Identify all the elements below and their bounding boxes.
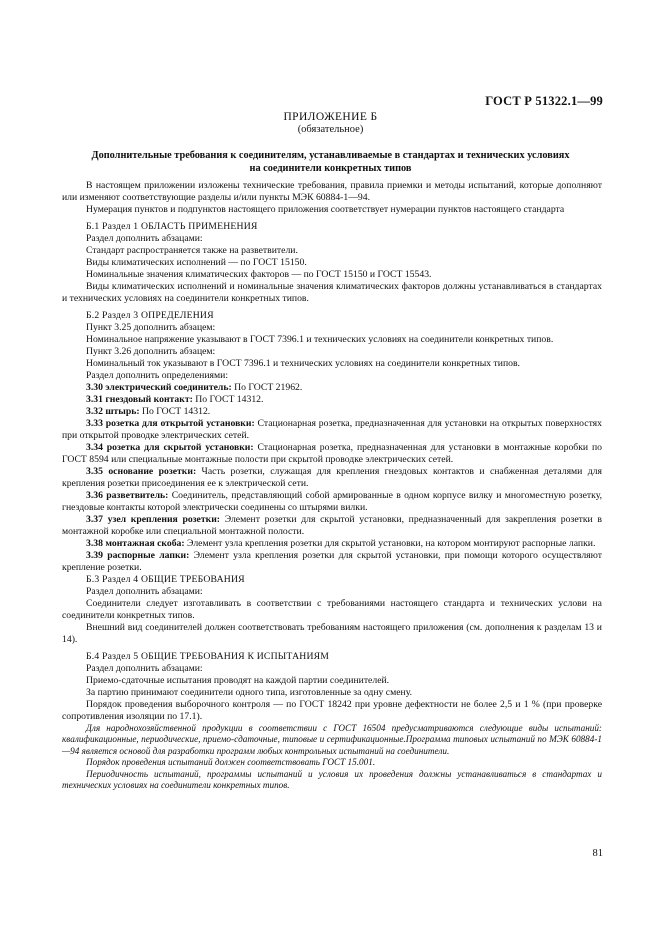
section-line: Пункт 3.26 дополнить абзацем:	[86, 346, 216, 357]
document-body	[62, 180, 602, 791]
section-title-b2: Б.2 Раздел 3 ОПРЕДЕЛЕНИЯ	[86, 310, 214, 321]
section-line: Номинальный ток указывают в ГОСТ 7396.1 и технических условиях на соединители конкретных типов.	[86, 358, 520, 369]
section-line: Пункт 3.25 дополнить абзацем:	[86, 322, 216, 333]
definition-item	[62, 538, 602, 550]
definition-item	[62, 406, 602, 418]
section-title-b1: Б.1 Раздел 1 ОБЛАСТЬ ПРИМЕНЕНИЯ	[86, 221, 258, 232]
section-line: Внешний вид соединителей должен соответствовать требованиям настоящего приложения (см. дополнения к разделам 13 и 14).	[62, 622, 602, 645]
definition-text: По ГОСТ 14312.	[192, 394, 264, 405]
definition-item	[62, 394, 602, 406]
section-line: Виды климатических исполнений — по ГОСТ 15150.	[86, 257, 307, 268]
intro-paragraph: В настоящем приложении изложены технические требования, правила приемки и методы испытаний, которые дополняют или изменяют соответствующие разделы и/или пункты МЭК 60884-1—94.	[62, 180, 602, 203]
section-line: Стандарт распространяется также на разветвители.	[86, 245, 298, 256]
intro-paragraph: Нумерация пунктов и подпунктов настоящего приложения соответствует нумерации пунктов настоящего стандарта	[86, 204, 565, 215]
section-line: Приемо-сдаточные испытания проводят на каждой партии соединителей.	[86, 675, 390, 686]
definition-item	[62, 442, 602, 466]
definition-term: 3.39 распорные лапки:	[86, 550, 190, 561]
definition-text: По ГОСТ 14312.	[139, 406, 211, 417]
definition-term: 3.37 узел крепления розетки:	[86, 514, 221, 525]
section-line: За партию принимают соединители одного типа, изготовленные за одну смену.	[86, 687, 413, 698]
page-number: 81	[592, 848, 603, 859]
definition-term: 3.36 разветвитель:	[86, 490, 169, 501]
main-heading-line-1: Дополнительные требования к соединителям, устанавливаемые в стандартах и технических условиях	[91, 150, 570, 161]
definition-term: 3.33 розетка для открытой установки:	[86, 418, 255, 429]
main-heading-line-2: на соединители конкретных типов	[249, 163, 412, 174]
standard-code: ГОСТ Р 51322.1—99	[485, 94, 603, 108]
definition-item	[62, 466, 602, 490]
section-line: Номинальное напряжение указывают в ГОСТ 7396.1 и технических условиях на соединители конкретных типов.	[86, 334, 554, 345]
definition-item	[62, 418, 602, 442]
section-title-b4: Б.4 Раздел 5 ОБЩИЕ ТРЕБОВАНИЯ К ИСПЫТАНИЯМ	[86, 651, 330, 662]
section-line: Раздел дополнить абзацами:	[86, 586, 203, 597]
italic-note: Периодичность испытаний, программы испытаний и условия их проведения должны устанавливаться в стандартах и технических условиях на соединители конкретных типов.	[62, 768, 602, 791]
appendix-title: ПРИЛОЖЕНИЕ Б	[283, 111, 378, 123]
section-line: Раздел дополнить абзацами:	[86, 233, 203, 244]
section-line: Раздел дополнить абзацами:	[86, 663, 203, 674]
definition-term: 3.31 гнездовый контакт:	[86, 394, 193, 405]
definition-item	[62, 382, 602, 394]
section-line: Номинальные значения климатических факторов — по ГОСТ 15150 и ГОСТ 15543.	[86, 269, 432, 280]
definition-item	[62, 550, 602, 574]
definition-text: Часть розетки, служащая для крепления гнездовых контактов и снабженная деталями для крепления розетки присоединения ее к электрической сети.	[62, 466, 602, 489]
definition-item	[62, 490, 602, 514]
definition-text: По ГОСТ 21962.	[231, 382, 303, 393]
section-line: Виды климатических исполнений и номинальные значения климатических факторов должны устанавливаться в стандартах и технических условиях на соединители конкретных типов.	[62, 281, 602, 304]
definition-term: 3.30 электрический соединитель:	[86, 382, 232, 393]
definition-item	[62, 514, 602, 538]
main-heading	[58, 149, 603, 175]
section-title-b3: Б.3 Раздел 4 ОБЩИЕ ТРЕБОВАНИЯ	[86, 574, 245, 585]
definition-text: Элемент узла крепления розетки для скрытой установки, на котором монтируют распорные лапки.	[184, 538, 596, 549]
definition-term: 3.32 штырь:	[86, 406, 140, 417]
definition-term: 3.34 розетка для скрытой установки:	[86, 442, 254, 453]
definition-text: Элемент узла крепления розетки для скрытой установки, при помощи которого осуществляют крепление розетки.	[62, 550, 602, 573]
definition-term: 3.35 основание розетки:	[86, 466, 197, 477]
section-line: Порядок проведения выборочного контроля — по ГОСТ 18242 при уровне дефектности не более 2,5 и 1 % (при проверке сопротивления изоляции по 17.1).	[62, 699, 602, 722]
definition-term: 3.38 монтажная скоба:	[86, 538, 185, 549]
definition-text: Стационарная розетка, предназначенная для установки на открытых поверхностях при открытой проводке электрических сетей.	[62, 418, 602, 441]
section-line: Раздел дополнить определениями:	[86, 370, 229, 381]
italic-note: Порядок проведения испытаний должен соответствовать ГОСТ 15.001.	[86, 757, 376, 768]
section-line: Соединители следует изготавливать в соответствии с требованиями настоящего стандарта и технических услови на соединители конкретных типов.	[62, 598, 602, 621]
italic-note: Для народнохозяйственной продукции в соответствии с ГОСТ 16504 предусматриваются следующие виды испытаний: квалификационные, периодические, приемо-сдаточные, типовые и сертификационные.Программа типовых испытаний по МЭК 60884-1—94 является основой для разработки программ любых контрольных испытаний на соединители.	[62, 723, 602, 756]
definition-text: Соединитель, представляющий собой армированные в одном корпусе вилку и многоместную розетку, гнездовые контакты которой электрически соединены со штырями вилки.	[62, 490, 602, 513]
appendix-status: (обязательное)	[297, 124, 364, 135]
definition-text: Стационарная розетка, предназначенная для установки в монтажные коробки по ГОСТ 8594 или специальные монтажные полости при скрытой проводке электрических сетей.	[62, 442, 602, 465]
definition-text: Элемент розетки для скрытой установки, предназначенный для закрепления розетки в монтажной коробке или специальной монтажной полости.	[62, 514, 602, 537]
